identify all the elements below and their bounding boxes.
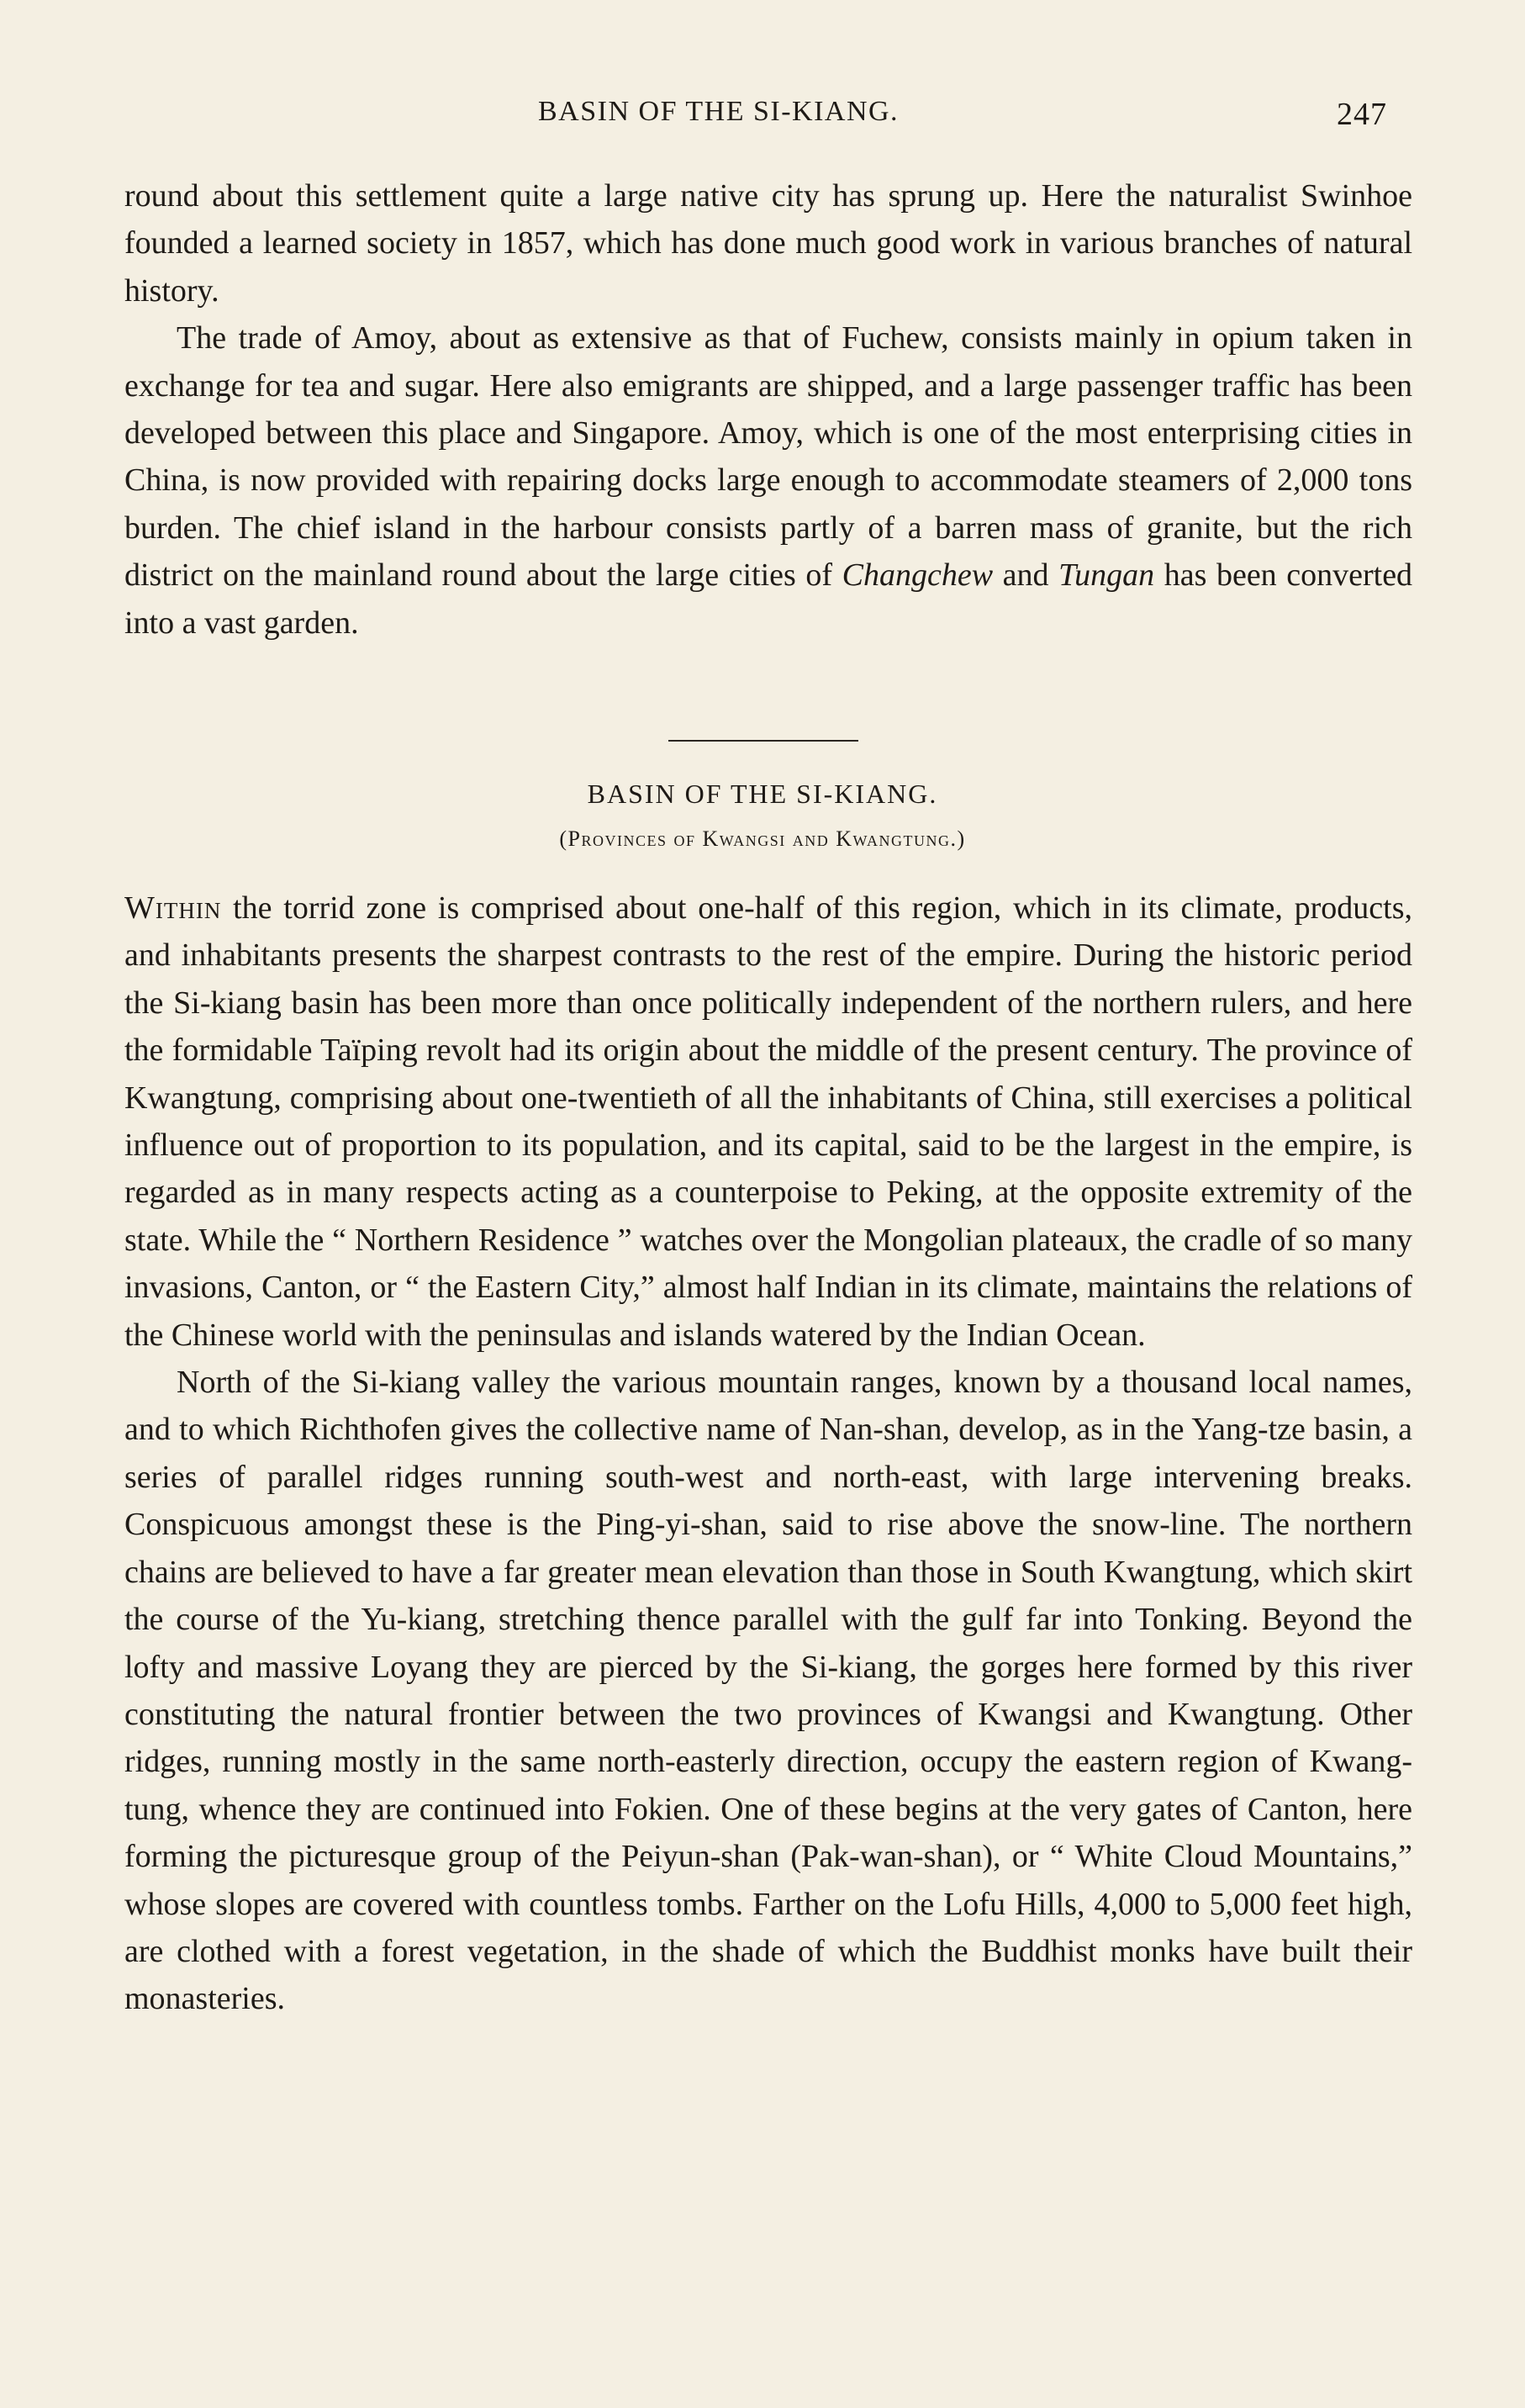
place-tungan: Tungan xyxy=(1058,557,1155,594)
section-subtitle: (Provinces of Kwangsi and Kwangtung.) xyxy=(559,826,966,851)
running-head-title: BASIN OF THE SI-KIANG. xyxy=(538,96,900,127)
paragraph-mountain-ranges: North of the Si-kiang valley the various mountain ranges, known by a thousand local names, and to which Richthofen gives the collective name of Nan-shan, develop, as in the Yang-tze basin, a series of parallel ridges running south-west and north-east, with large intervening breaks. Conspicuous amongst these is the Ping-yi-shan, said to rise above the snow-line. The northern chains are believed to have a far greater mean elevation than those in South Kwangtung, which skirt the course of the Yu-kiang, stretching thence parallel with the gulf far into Tonking. Beyond the lofty and massive Loyang they are pierced by the Si-kiang, the gorges here formed by this river constituting the natural frontier between the two provinces of Kwangsi and Kwangtung. Other ridges, running mostly in the same north-easterly direction, occupy the eastern region of Kwang-tung, whence they are continued into Fokien. One of these begins at the very gates of Canton, here forming the picturesque group of the Peiyun-shan (Pak-wan-shan), or “ White Cloud Mountains,” whose slopes are covered with countless tombs. Farther on the Lofu Hills, 4,000 to 5,000 feet high, are clothed with a forest vegetation, in the shade of which the Buddhist monks have built their monasteries. xyxy=(124,1365,1412,2017)
amoy-text-main: The trade of Amoy, about as extensive as that of Fuchew, consists mainly in opium taken in exchange for tea and sugar. Here also emigrants are shipped, and a large passenger traffic has been developed between this place and Singapore. Amoy, which is one of the most enterprising cities in China, is now provided with repairing docks large enough to accommodate steamers of 2,000 tons burden. The chief island in the harbour consists partly of a barren mass of granite, but the rich district on the mainland round about the large cities of xyxy=(124,320,1412,594)
text-block-si-kiang xyxy=(124,885,1412,2023)
paragraph-lead-word: Within xyxy=(124,890,222,926)
place-changchew: Changchew xyxy=(842,557,994,594)
amoy-text-and: and xyxy=(1002,557,1049,594)
section-divider xyxy=(668,740,858,742)
paragraph-swinhoe: round about this settlement quite a large native city has sprung up. Here the naturalist Swinhoe founded a learned society in 1857, which has done much good work in various branches of natural history. xyxy=(124,178,1412,309)
paragraph-torrid-zone xyxy=(124,885,1412,1359)
running-head xyxy=(0,92,1525,140)
section-title: BASIN OF THE SI-KIANG. xyxy=(587,779,938,809)
torrid-zone-text: the torrid zone is comprised about one-half of this region, which in its climate, products, and inhabitants presents the sharpest contrasts to the rest of the empire. During the historic period the Si-kiang basin has been more than once politically independent of the northern rulers, and here the formidable Taïping revolt had its origin about the middle of the present century. The province of Kwangtung, comprising about one-twentieth of all the inhabitants of China, still exercises a political influence out of proportion to its population, and its capital, said to be the largest in the empire, is regarded as in many respects acting as a counterpoise to Peking, at the opposite extremity of the state. While the “ Northern Residence ” watches over the Mongolian plateaux, the cradle of so many invasions, Canton, or “ the Eastern City,” almost half Indian in its climate, maintains the relations of the Chinese world with the peninsulas and islands watered by the Indian Ocean. xyxy=(124,890,1412,1353)
amoy-text-end: has been converted into a vast garden. xyxy=(124,557,1413,641)
text-block-amoy xyxy=(124,172,1412,647)
page-number: 247 xyxy=(1337,97,1387,132)
paragraph-amoy-trade xyxy=(124,314,1412,647)
